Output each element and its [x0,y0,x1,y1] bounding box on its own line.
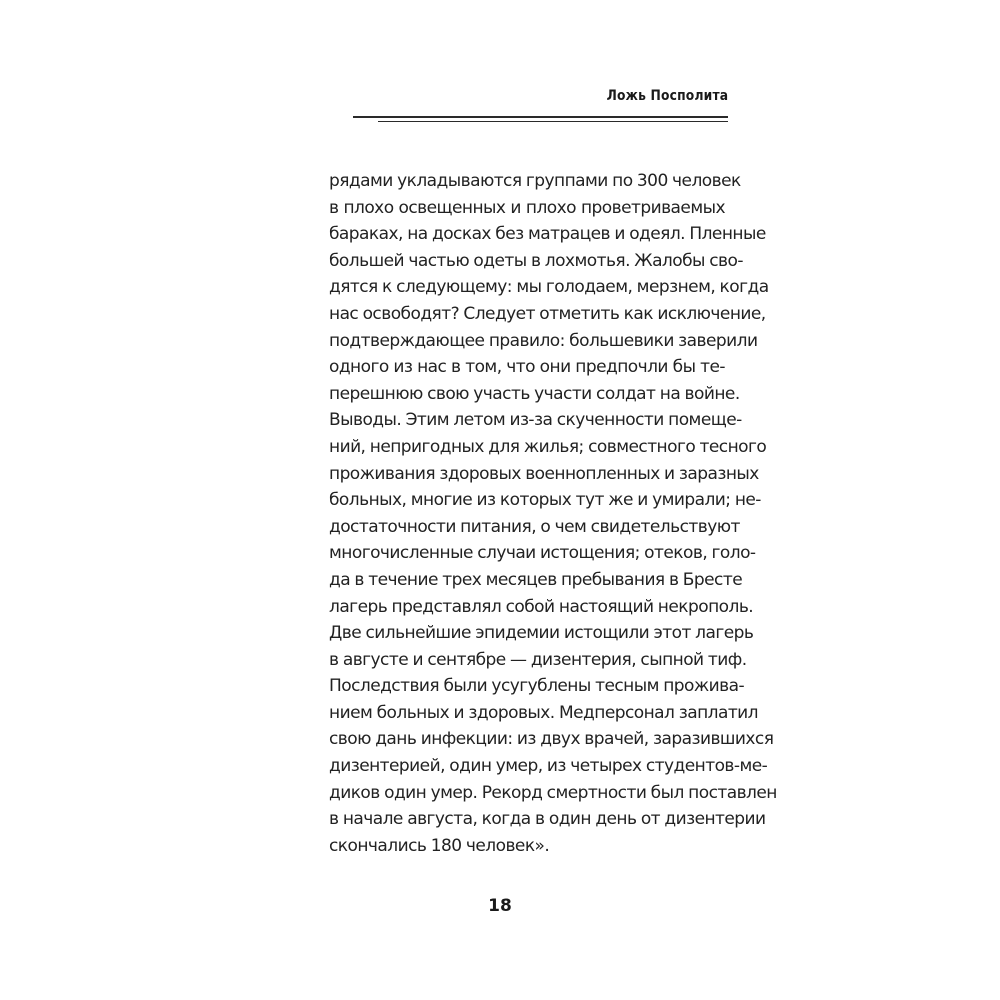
text-line: свою дань инфекции: из двух врачей, заразившихся [329,729,774,750]
text-line: Выводы. Этим летом из-за скученности помеще- [329,410,742,431]
text-line: диков один умер. Рекорд смертности был поставлен [329,782,777,803]
running-head-title: Ложь Посполита [606,88,728,104]
text-line: нием больных и здоровых. Медперсонал заплатил [329,702,758,723]
text-line: проживания здоровых военнопленных и заразных [329,463,759,484]
text-line: дятся к следующему: мы голодаем, мерзнем, когда [329,277,769,298]
text-line: подтверждающее правило: большевики заверили [329,330,758,351]
text-line: одного из нас в том, что они предпочли бы те- [329,357,725,378]
body-text [329,168,777,859]
text-line: многочисленные случаи истощения; отеков, голо- [329,543,756,564]
text-line: дизентерией, один умер, из четырех студентов-ме- [329,756,768,777]
page-number: 18 [488,896,512,916]
text-line: бараках, на досках без матрацев и одеял. Пленные [329,224,766,245]
text-line: в плохо освещенных и плохо проветриваемых [329,197,725,218]
header-rule-thick [353,116,728,118]
text-line: ний, непригодных для жилья; совместного тесного [329,436,767,457]
text-line: лагерь представлял собой настоящий некрополь. [329,596,754,617]
text-line: Последствия были усугублены тесным прожива- [329,676,745,697]
text-line: в начале августа, когда в один день от дизентерии [329,809,766,830]
text-line: Две сильнейшие эпидемии истощили этот лагерь [329,623,754,644]
text-line: в августе и сентябре — дизентерия, сыпной тиф. [329,649,747,670]
text-line: больных, многие из которых тут же и умирали; не- [329,490,761,511]
text-line: большей частью одеты в лохмотья. Жалобы сво- [329,250,743,271]
text-line: да в течение трех месяцев пребывания в Бресте [329,569,743,590]
text-line: достаточности питания, о чем свидетельствуют [329,516,740,537]
header-rule-thin [378,121,728,122]
text-line: нас освободят? Следует отметить как исключение, [329,303,766,324]
text-line: скончались 180 человек». [329,835,550,856]
text-line: перешнюю свою участь участи солдат на войне. [329,383,740,404]
text-line: рядами укладываются группами по 300 человек [329,171,741,191]
